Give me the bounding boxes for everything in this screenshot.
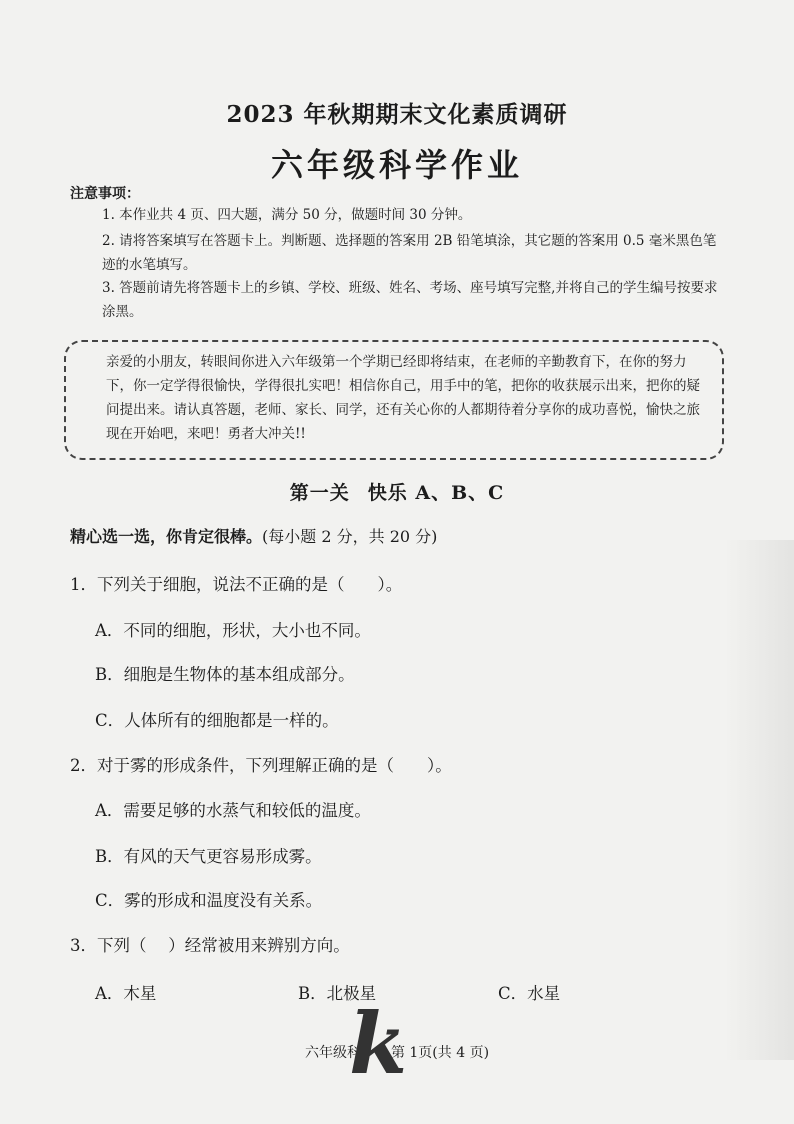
question-3-option-a: A．木星 (95, 984, 157, 1003)
question-1-option-a: A．不同的细胞，形状，大小也不同。 (95, 621, 371, 640)
intro-text: 亲爱的小朋友，转眼间你进入六年级第一个学期已经即将结束，在老师的辛勤教育下，在你的努力下，你一定学得很愉快，学得很扎实吧！相信你自己，用手中的笔，把你的收获展示出来，把你的疑问提出来。请认真答题，老师、家长、同学，还有关心你的人都期待着分享你的成功喜悦，愉快之旅现在开始吧，来吧！勇者大冲关!! (106, 354, 700, 442)
question-1-option-b: B．细胞是生物体的基本组成部分。 (95, 665, 355, 684)
notice-item-3 (70, 276, 725, 324)
question-2-option-b: B．有风的天气更容易形成雾。 (95, 847, 322, 866)
exam-title: 2023 年秋期期末文化素质调研 (226, 101, 568, 128)
question-2-option-c: C．雾的形成和温度没有关系。 (95, 891, 323, 910)
notice-item-3-text: 3. 答题前请先将答题卡上的乡镇、学校、班级、姓名、考场、座号填写完整,并将自己的学生编号按要求涂黑。 (102, 280, 718, 320)
section-instruction (70, 524, 437, 547)
question-3-option-b: B．北极星 (298, 984, 377, 1003)
footer-page-number: 第 1页(共 4 页) (390, 1045, 490, 1061)
notice-item-2 (70, 229, 725, 277)
section-title (0, 478, 794, 505)
notice-item-1: 1. 本作业共 4 页、四大题，满分 50 分，做题时间 30 分钟。 (102, 207, 472, 223)
question-1-option-c: C．人体所有的细胞都是一样的。 (95, 711, 339, 730)
notice-item-2-text: 2. 请将答案填写在答题卡上。判断题、选择题的答案用 2B 铅笔填涂，其它题的答案用 0.5 毫米黑色笔迹的水笔填写。 (102, 233, 717, 273)
section-title-part1: 第一关 (289, 482, 350, 504)
footer-subject: 六年级科 (304, 1045, 361, 1061)
question-1-stem: 1．下列关于细胞，说法不正确的是（ ）。 (70, 575, 403, 594)
question-3-stem: 3．下列（ ）经常被用来辨别方向。 (70, 936, 350, 955)
scan-shadow (724, 540, 794, 1060)
question-2-option-a: A．需要足够的水蒸气和较低的温度。 (95, 801, 371, 820)
question-2-stem: 2．对于雾的形成条件，下列理解正确的是（ ）。 (70, 756, 452, 775)
notice-heading: 注意事项： (70, 186, 140, 202)
instruction-score: (每小题 2 分，共 20 分) (262, 527, 438, 546)
instruction-bold: 精心选一选，你肯定很棒。 (70, 527, 263, 546)
intro-box (64, 340, 724, 460)
exam-subject-title: 六年级科学作业 (270, 146, 523, 184)
watermark-logo: k (349, 994, 408, 1093)
question-3-option-c: C．水星 (498, 984, 561, 1003)
section-title-part2: 快乐 A、B、C (367, 482, 505, 504)
